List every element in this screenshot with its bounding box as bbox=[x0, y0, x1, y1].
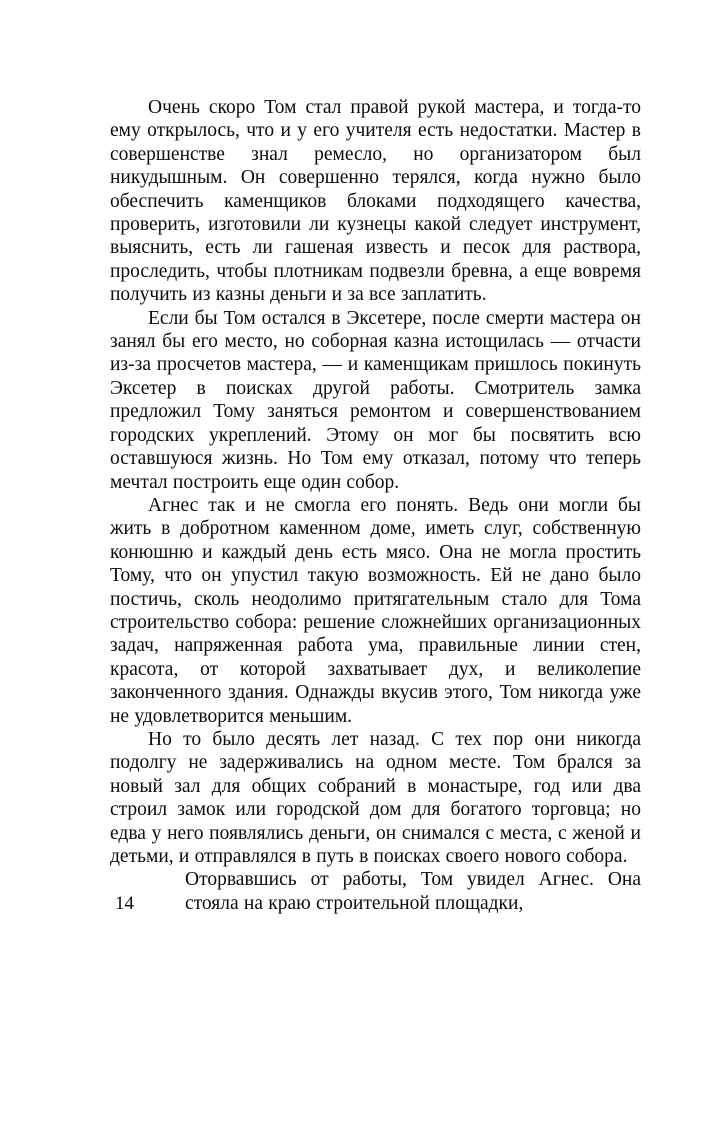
page-number: 14 bbox=[115, 892, 134, 914]
paragraph-2: Если бы Том остался в Эксетере, после смерти мастера он занял бы его место, но соборная казна истощилась — отчасти из-за просчетов мастера, — и каменщикам пришлось покинуть Эксетер в поисках другой работы. Смотритель замка предложил Тому заняться ремонтом и совершенствованием городских укреплений. Этому он мог бы посвятить всю оставшуюся жизнь. Но Том ему отказал, потому что теперь мечтал построить еще один собор. bbox=[110, 307, 641, 493]
paragraph-5: Оторвавшись от работы, Том увидел Агнес. Она стояла на краю строительной площадки, bbox=[185, 869, 641, 914]
paragraph-1: Очень скоро Том стал правой рукой мастера, и тогда-то ему открылось, что и у его учителя есть недостатки. Мастер в совершенстве знал ремесло, но организатором был никудышным. Он совершенно терялся, когда нужно было обеспечить каменщиков блоками подходящего качества, проверить, изготовили ли кузнецы какой следует инструмент, выяснить, есть ли гашеная известь и песок для раствора, проследить, чтобы плотникам подвезли бревна, а еще вовремя получить из казны деньги и за все заплатить. bbox=[110, 97, 641, 306]
last-paragraph-row bbox=[110, 868, 641, 915]
text-block bbox=[110, 96, 641, 915]
paragraph-4: Но то было десять лет назад. С тех пор они никогда подолгу не задерживались на одном месте. Том брался за новый зал для общих собраний в монастыре, год или два строил замок или городской дом для богатого торговца; но едва у него появлялись деньги, он снимался с места, с женой и детьми, и отправлялся в путь в поисках своего нового собора. bbox=[110, 728, 641, 867]
paragraph-3: Агнес так и не смогла его понять. Ведь они могли бы жить в добротном каменном доме, иметь слуг, собственную конюшню и каждый день есть мясо. Она не могла простить Тому, что он упустил такую возможность. Ей не дано было постичь, сколь неодолимо притягательным стало для Тома строительство собора: решение сложнейших организационных задач, напряженная работа ума, правильные линии стен, красота, от которой захватывает дух, и великолепие законченного здания. Однажды вкусив этого, Том никогда уже не удовлетворится меньшим. bbox=[110, 494, 641, 727]
